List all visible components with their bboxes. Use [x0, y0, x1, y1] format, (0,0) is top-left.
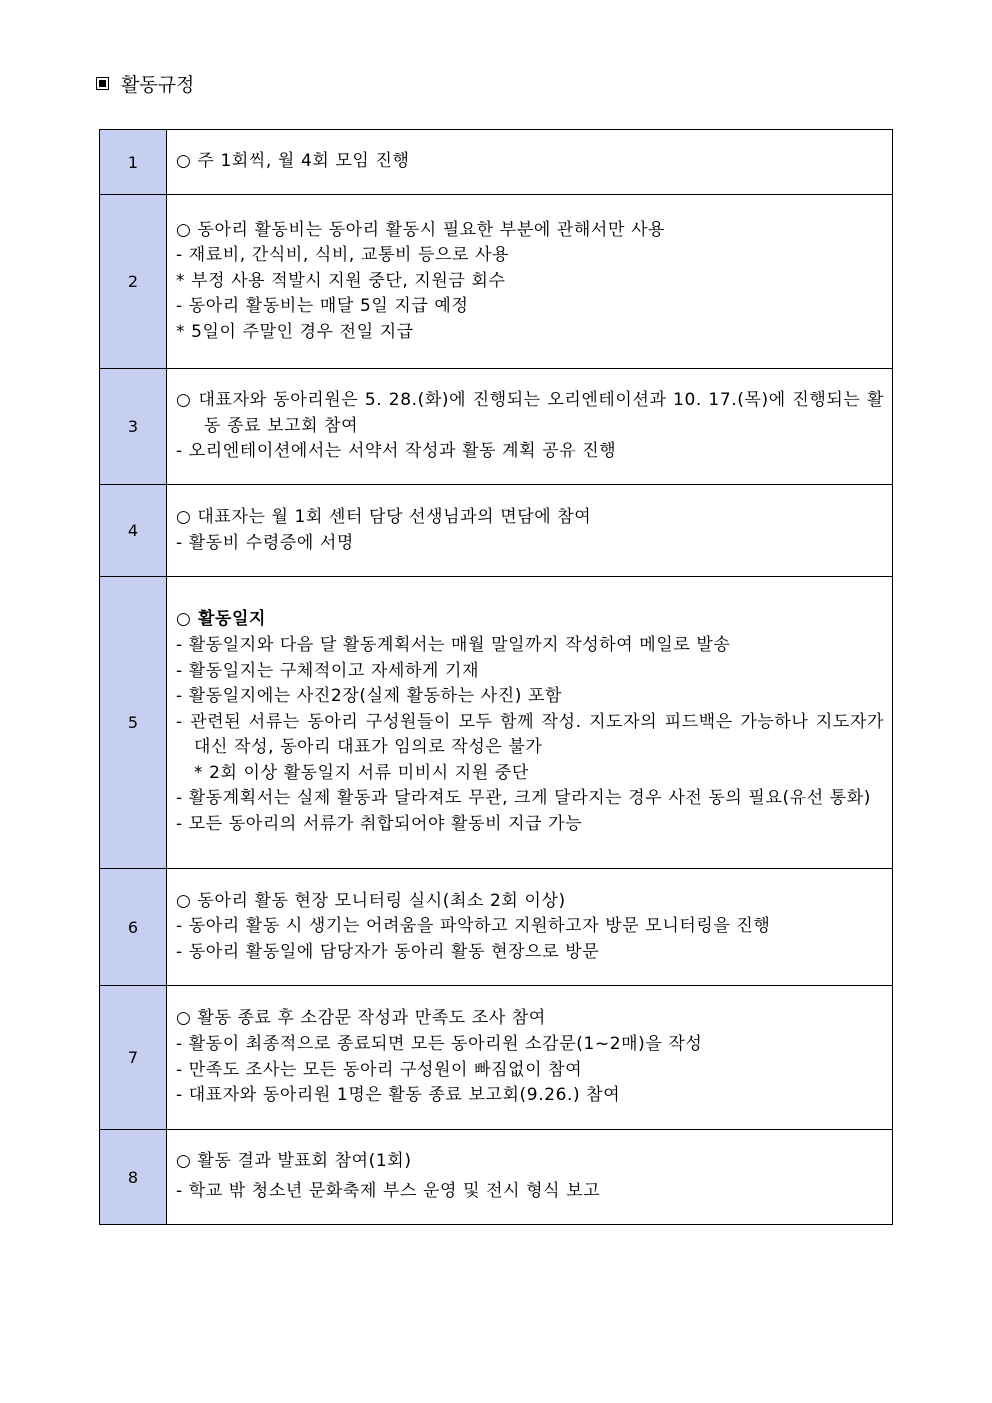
list-item: ○ 동아리 활동 현장 모니터링 실시(최소 2회 이상) — [176, 890, 566, 911]
list-item: - 대표자와 동아리원 1명은 활동 종료 보고회(9.26.) 참여 — [176, 1085, 621, 1106]
row-number: 3 — [100, 369, 167, 485]
rules-table — [99, 129, 893, 1225]
list-item: - 활동이 최종적으로 종료되면 모든 동아리원 소감문(1~2매)을 작성 — [176, 1033, 703, 1054]
list-item: * 부정 사용 적발시 지원 중단, 지원금 회수 — [176, 270, 506, 291]
list-item: - 활동일지에는 사진2장(실제 활동하는 사진) 포함 — [176, 686, 563, 707]
row-number: 7 — [100, 986, 167, 1130]
row-content — [167, 869, 893, 986]
list-item: ○ 주 1회씩, 월 4회 모임 진행 — [176, 151, 410, 172]
list-item: - 오리엔테이션에서는 서약서 작성과 활동 계획 공유 진행 — [176, 441, 617, 462]
row-number: 8 — [100, 1130, 167, 1225]
row-number: 6 — [100, 869, 167, 986]
row-content — [167, 195, 893, 369]
table-row — [100, 869, 893, 986]
list-item: - 활동일지와 다음 달 활동계획서는 매월 말일까지 작성하여 메일로 발송 — [176, 634, 731, 655]
row-content — [167, 369, 893, 485]
list-item: - 관련된 서류는 동아리 구성원들이 모두 함께 작성. 지도자의 피드백은 가능하나 지도자가 대신 작성, 동아리 대표가 임의로 작성은 불가 — [176, 711, 884, 758]
list-item: - 동아리 활동비는 매달 5일 지급 예정 — [176, 296, 469, 317]
list-item: ○ 활동 결과 발표회 참여(1회) — [176, 1151, 412, 1172]
list-item: ○ 동아리 활동비는 동아리 활동시 필요한 부분에 관해서만 사용 — [176, 219, 666, 240]
list-item: - 재료비, 간식비, 식비, 교통비 등으로 사용 — [176, 245, 510, 266]
row-number: 4 — [100, 485, 167, 577]
table-row — [100, 577, 893, 869]
row-content — [167, 485, 893, 577]
table-row — [100, 986, 893, 1130]
row-number: 5 — [100, 577, 167, 869]
list-item: ○ 대표자는 월 1회 센터 담당 선생님과의 면담에 참여 — [176, 506, 592, 527]
table-row — [100, 195, 893, 369]
list-item: - 만족도 조사는 모든 동아리 구성원이 빠짐없이 참여 — [176, 1059, 583, 1080]
table-row — [100, 485, 893, 577]
square-bullet-icon — [96, 77, 109, 90]
list-item: - 동아리 활동일에 담당자가 동아리 활동 현장으로 방문 — [176, 941, 600, 962]
list-item: - 학교 밖 청소년 문화축제 부스 운영 및 전시 형식 보고 — [176, 1181, 601, 1201]
row-number: 2 — [100, 195, 167, 369]
row-content — [167, 1130, 893, 1225]
section-heading — [96, 70, 194, 97]
list-item: * 5일이 주말인 경우 전일 지급 — [176, 321, 414, 342]
list-item: - 동아리 활동 시 생기는 어려움을 파악하고 지원하고자 방문 모니터링을 진행 — [176, 916, 771, 937]
list-item: ○ 활동 종료 후 소감문 작성과 만족도 조사 참여 — [176, 1008, 546, 1029]
row-content — [167, 130, 893, 195]
table-row — [100, 369, 893, 485]
list-item: ○ 대표자와 동아리원은 5. 28.(화)에 진행되는 오리엔테이션과 10. 17.(목)에 진행되는 활동 종료 보고회 참여 — [176, 390, 884, 436]
section-title: 활동규정 — [121, 74, 195, 96]
table-row — [100, 1130, 893, 1225]
list-item-title: ○ 활동일지 — [176, 609, 267, 630]
list-item: - 활동계획서는 실제 활동과 달라져도 무관, 크게 달라지는 경우 사전 동의 필요(유선 통화) — [176, 788, 872, 809]
list-item: - 활동비 수령증에 서명 — [176, 532, 354, 553]
table-row — [100, 130, 893, 195]
list-item: - 모든 동아리의 서류가 취합되어야 활동비 지급 가능 — [176, 814, 583, 835]
row-number: 1 — [100, 130, 167, 195]
row-content — [167, 986, 893, 1130]
list-item: - 활동일지는 구체적이고 자세하게 기재 — [176, 660, 480, 681]
list-item: * 2회 이상 활동일지 서류 미비시 지원 중단 — [194, 762, 529, 783]
row-content — [167, 577, 893, 869]
